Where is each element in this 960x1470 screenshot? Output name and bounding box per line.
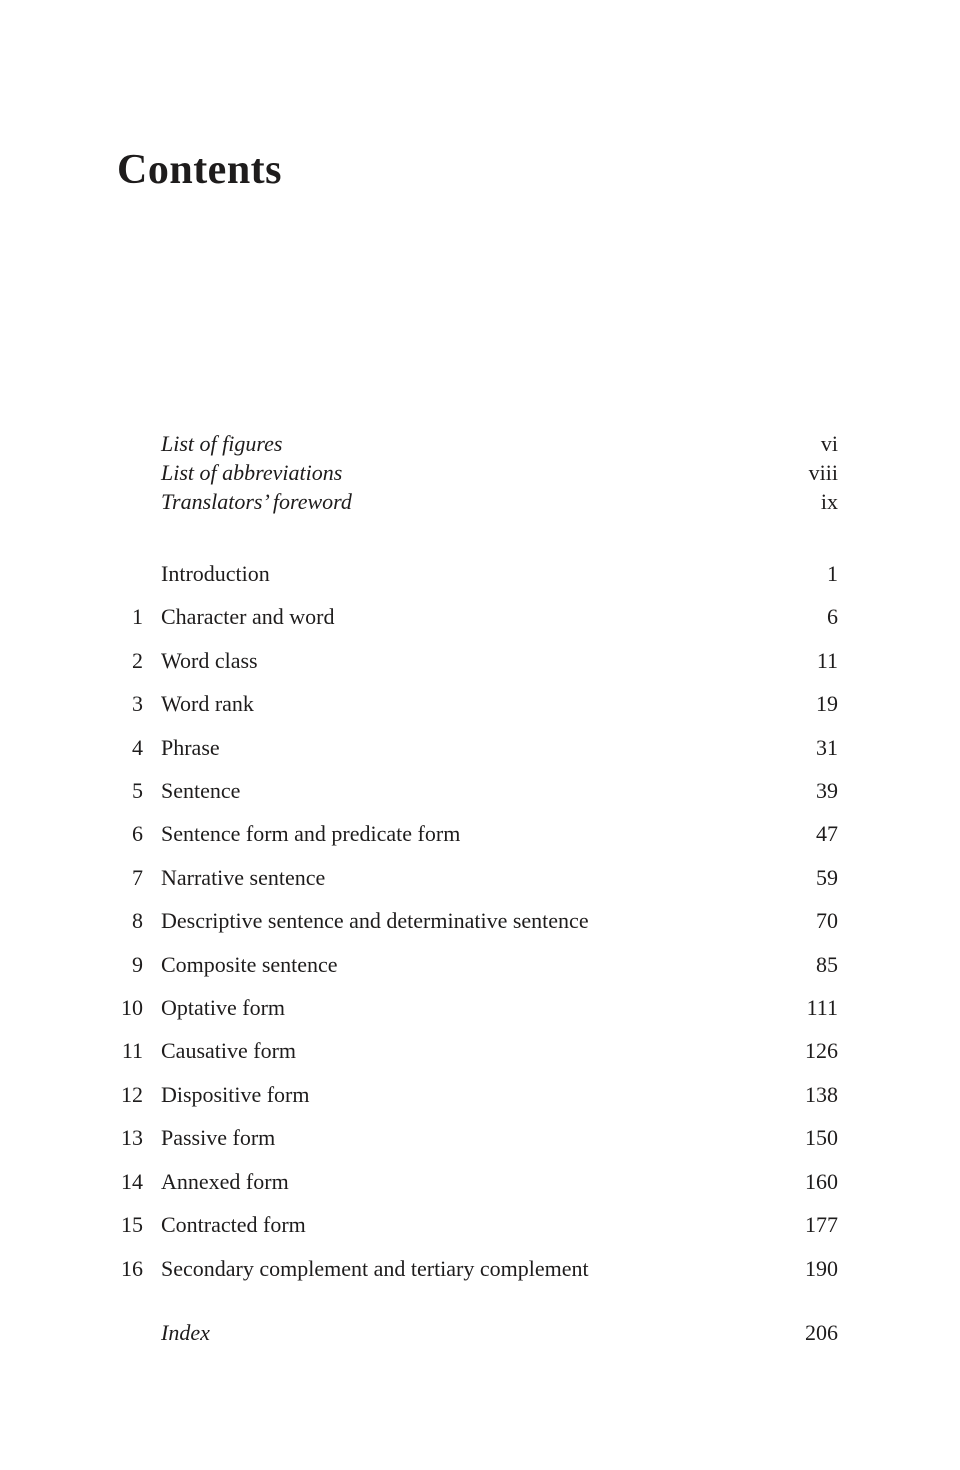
toc-chapter-number: 1	[132, 604, 143, 630]
toc-entry-label: Annexed form	[161, 1168, 289, 1194]
toc-page-number: 190	[805, 1255, 838, 1281]
toc-row	[100, 1073, 838, 1116]
toc-page-number: 1	[827, 561, 838, 586]
toc-chapter-number: 8	[132, 908, 143, 934]
toc-chapter-number: 2	[132, 647, 143, 673]
toc-page-number: 138	[805, 1081, 838, 1107]
toc-page-number: 11	[816, 647, 838, 673]
toc-chapter-number: 7	[132, 864, 143, 890]
toc-row	[100, 1029, 838, 1072]
toc-page-number: 150	[805, 1125, 838, 1151]
toc-row	[100, 812, 838, 855]
toc-row	[100, 899, 838, 942]
toc-chapter-number: 4	[132, 734, 143, 760]
toc-page-number: vi	[820, 431, 838, 456]
toc-chapter-number: 12	[121, 1081, 143, 1107]
toc-page-number: 126	[805, 1038, 838, 1064]
toc-row	[100, 595, 838, 638]
toc-entry-label: Word rank	[161, 691, 254, 717]
toc-entry-label: Phrase	[161, 734, 220, 760]
toc-page-number: 206	[805, 1320, 838, 1345]
toc-entry-label: Secondary complement and tertiary complement	[161, 1255, 589, 1281]
toc-entry-label: Index	[161, 1320, 210, 1345]
toc-chapter-number: 11	[121, 1038, 143, 1064]
toc-entry-label: Introduction	[161, 561, 270, 586]
toc-page-number: 39	[816, 778, 838, 804]
toc-page-number: 70	[816, 908, 838, 934]
toc-entry-label: List of figures	[161, 431, 283, 456]
toc-entry-label: Character and word	[161, 604, 335, 630]
toc-entry-label: Dispositive form	[161, 1081, 310, 1107]
toc-entry-label: Sentence form and predicate form	[161, 821, 461, 847]
toc-entry-label: Translators’ foreword	[161, 489, 352, 514]
toc-row	[100, 769, 838, 812]
toc-chapter-number: 13	[121, 1125, 143, 1151]
toc-row	[100, 1247, 838, 1290]
toc-row	[100, 1318, 838, 1347]
toc-chapter-number: 6	[132, 821, 143, 847]
toc-entry-label: Passive form	[161, 1125, 276, 1151]
back-matter-list	[100, 1318, 838, 1347]
toc-row	[100, 986, 838, 1029]
toc-chapter-number: 5	[132, 778, 143, 804]
toc-row	[100, 1116, 838, 1159]
toc-entry-label: Causative form	[161, 1038, 297, 1064]
toc-row	[100, 682, 838, 725]
toc-row	[100, 943, 838, 986]
toc-entry-label: Sentence	[161, 778, 241, 804]
toc-row	[100, 726, 838, 769]
chapter-list	[100, 552, 838, 1290]
toc-chapter-number: 10	[121, 995, 143, 1021]
toc-entry-label: Optative form	[161, 995, 286, 1021]
toc-row	[100, 458, 838, 487]
toc-entry-label: Contracted form	[161, 1212, 306, 1238]
toc-page-number: 31	[816, 734, 838, 760]
page-title: Contents	[117, 147, 283, 194]
toc-chapter-number: 14	[121, 1168, 143, 1194]
toc-chapter-number: 15	[121, 1212, 143, 1238]
toc-row	[100, 429, 838, 458]
front-matter-list	[100, 429, 838, 516]
toc-page-number: 6	[827, 604, 838, 630]
toc-entry-label: Narrative sentence	[161, 864, 326, 890]
toc-page-number: 85	[816, 951, 838, 977]
toc-row	[100, 639, 838, 682]
toc-row	[100, 856, 838, 899]
toc-page-number: viii	[808, 460, 838, 485]
toc-page-number: 160	[805, 1168, 838, 1194]
toc-entry-label: Composite sentence	[161, 951, 338, 977]
toc-page-number: 111	[806, 995, 838, 1021]
toc-row	[100, 552, 838, 595]
toc-row	[100, 1203, 838, 1246]
toc-page-number: 59	[816, 864, 838, 890]
toc-row	[100, 1160, 838, 1203]
toc-page-number: ix	[820, 489, 838, 514]
toc-chapter-number: 9	[132, 951, 143, 977]
toc-row	[100, 487, 838, 516]
toc-entry-label: Descriptive sentence and determinative sentence	[161, 908, 589, 934]
toc-entry-label: Word class	[161, 647, 258, 673]
toc-entry-label: List of abbreviations	[161, 460, 343, 485]
toc-page-number: 19	[816, 691, 838, 717]
toc-page-number: 47	[816, 821, 838, 847]
toc-page-number: 177	[805, 1212, 838, 1238]
toc-chapter-number: 16	[121, 1255, 143, 1281]
toc-chapter-number: 3	[132, 691, 143, 717]
